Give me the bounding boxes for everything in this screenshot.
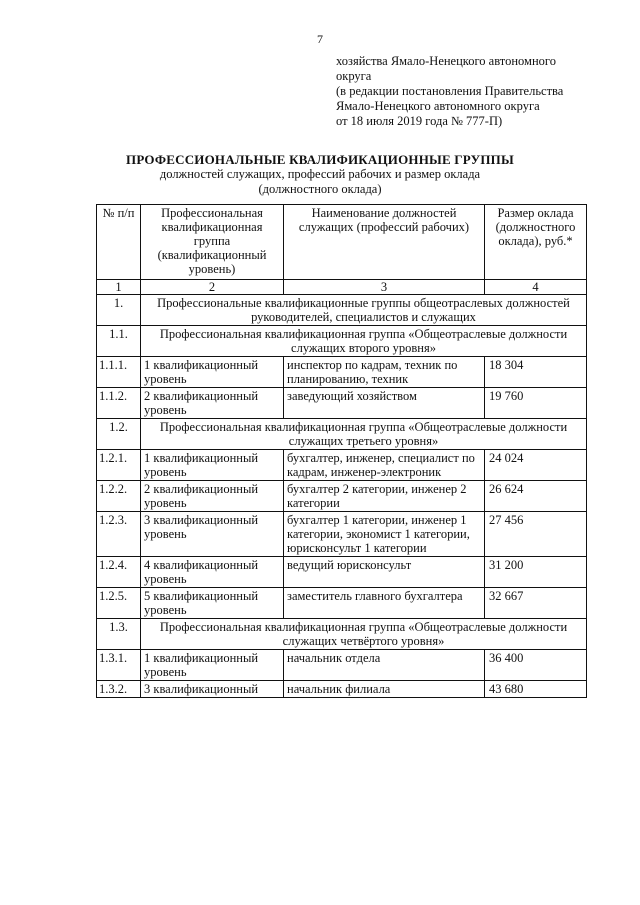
qualification-level: 3 квалификационный [141,681,284,698]
column-number-row [97,280,587,295]
row-number: 1.3.1. [97,650,141,681]
table-row [97,650,587,681]
salary-value: 32 667 [485,588,587,619]
position-names: инспектор по кадрам, техник по планированию, техник [284,357,485,388]
note-line: Ямало-Ненецкого автономного округа [336,99,540,113]
salary-value: 24 024 [485,450,587,481]
note-line: хозяйства Ямало-Ненецкого автономного [336,54,556,68]
table-row [97,588,587,619]
qualification-level: 2 квалификационный уровень [141,481,284,512]
table-body [97,205,587,698]
table-row [97,450,587,481]
table-group-row [97,419,587,450]
heading-title: ПРОФЕССИОНАЛЬНЫЕ КВАЛИФИКАЦИОННЫЕ ГРУППЫ [126,152,514,167]
page-number: 7 [317,32,323,46]
salary-value: 36 400 [485,650,587,681]
document-heading [0,152,640,197]
salary-value: 31 200 [485,557,587,588]
position-names: заведующий хозяйством [284,388,485,419]
table-group-row [97,619,587,650]
note-line: от 18 июля 2019 года № 777-П) [336,114,503,128]
row-number: 1.1.2. [97,388,141,419]
table-row [97,388,587,419]
heading-subtitle-note: (должностного оклада) [258,182,382,196]
header-cell-salary: Размер оклада (должностного оклада), руб.* [485,205,587,280]
row-number: 1.2.2. [97,481,141,512]
table-group-row [97,295,587,326]
table-row [97,481,587,512]
header-cell-positions: Наименование должностей служащих (профессий рабочих) [284,205,485,280]
row-number: 1.2. [97,419,141,450]
row-number: 1.3. [97,619,141,650]
salary-value: 18 304 [485,357,587,388]
qualification-level: 5 квалификационный уровень [141,588,284,619]
amendment-note [336,54,626,129]
group-title: Профессиональная квалификационная группа «Общеотраслевые должности служащих четвёртого уровня» [141,619,587,650]
table-row [97,512,587,557]
qualification-level: 1 квалификационный уровень [141,650,284,681]
column-number: 1 [97,280,141,295]
row-number: 1.2.3. [97,512,141,557]
note-line: (в редакции постановления Правительства [336,84,564,98]
qualification-level: 3 квалификационный уровень [141,512,284,557]
qualification-level: 1 квалификационный уровень [141,357,284,388]
salary-value: 26 624 [485,481,587,512]
row-number: 1.1. [97,326,141,357]
table-row [97,681,587,698]
qualification-level: 1 квалификационный уровень [141,450,284,481]
row-number: 1.2.4. [97,557,141,588]
position-names: бухгалтер, инженер, специалист по кадрам, инженер-электроник [284,450,485,481]
position-names: заместитель главного бухгалтера [284,588,485,619]
column-number: 4 [485,280,587,295]
group-title: Профессиональная квалификационная группа «Общеотраслевые должности служащих второго уровня» [141,326,587,357]
position-names: начальник отдела [284,650,485,681]
row-number: 1. [97,295,141,326]
position-names: ведущий юрисконсульт [284,557,485,588]
row-number: 1.1.1. [97,357,141,388]
salary-value: 27 456 [485,512,587,557]
row-number: 1.2.5. [97,588,141,619]
row-number: 1.2.1. [97,450,141,481]
column-number: 2 [141,280,284,295]
position-names: начальник филиала [284,681,485,698]
table-row [97,557,587,588]
heading-subtitle: должностей служащих, профессий рабочих и размер оклада [159,167,481,181]
group-title: Профессиональная квалификационная группа «Общеотраслевые должности служащих третьего уровня» [141,419,587,450]
header-cell-number: № п/п [97,205,141,280]
table-group-row [97,326,587,357]
group-title: Профессиональные квалификационные группы общеотраслевых должностей руководителей, специалистов и служащих [141,295,587,326]
column-number: 3 [284,280,485,295]
qualification-table [96,204,587,698]
row-number: 1.3.2. [97,681,141,698]
salary-value: 43 680 [485,681,587,698]
header-cell-group: Профессиональная квалификационная группа (квалификационный уровень) [141,205,284,280]
position-names: бухгалтер 2 категории, инженер 2 категории [284,481,485,512]
position-names: бухгалтер 1 категории, инженер 1 категории, экономист 1 категории, юрисконсульт 1 категории [284,512,485,557]
qualification-level: 2 квалификационный уровень [141,388,284,419]
note-line: округа [336,69,372,83]
table-row [97,357,587,388]
table-header-row [97,205,587,280]
salary-value: 19 760 [485,388,587,419]
qualification-level: 4 квалификационный уровень [141,557,284,588]
